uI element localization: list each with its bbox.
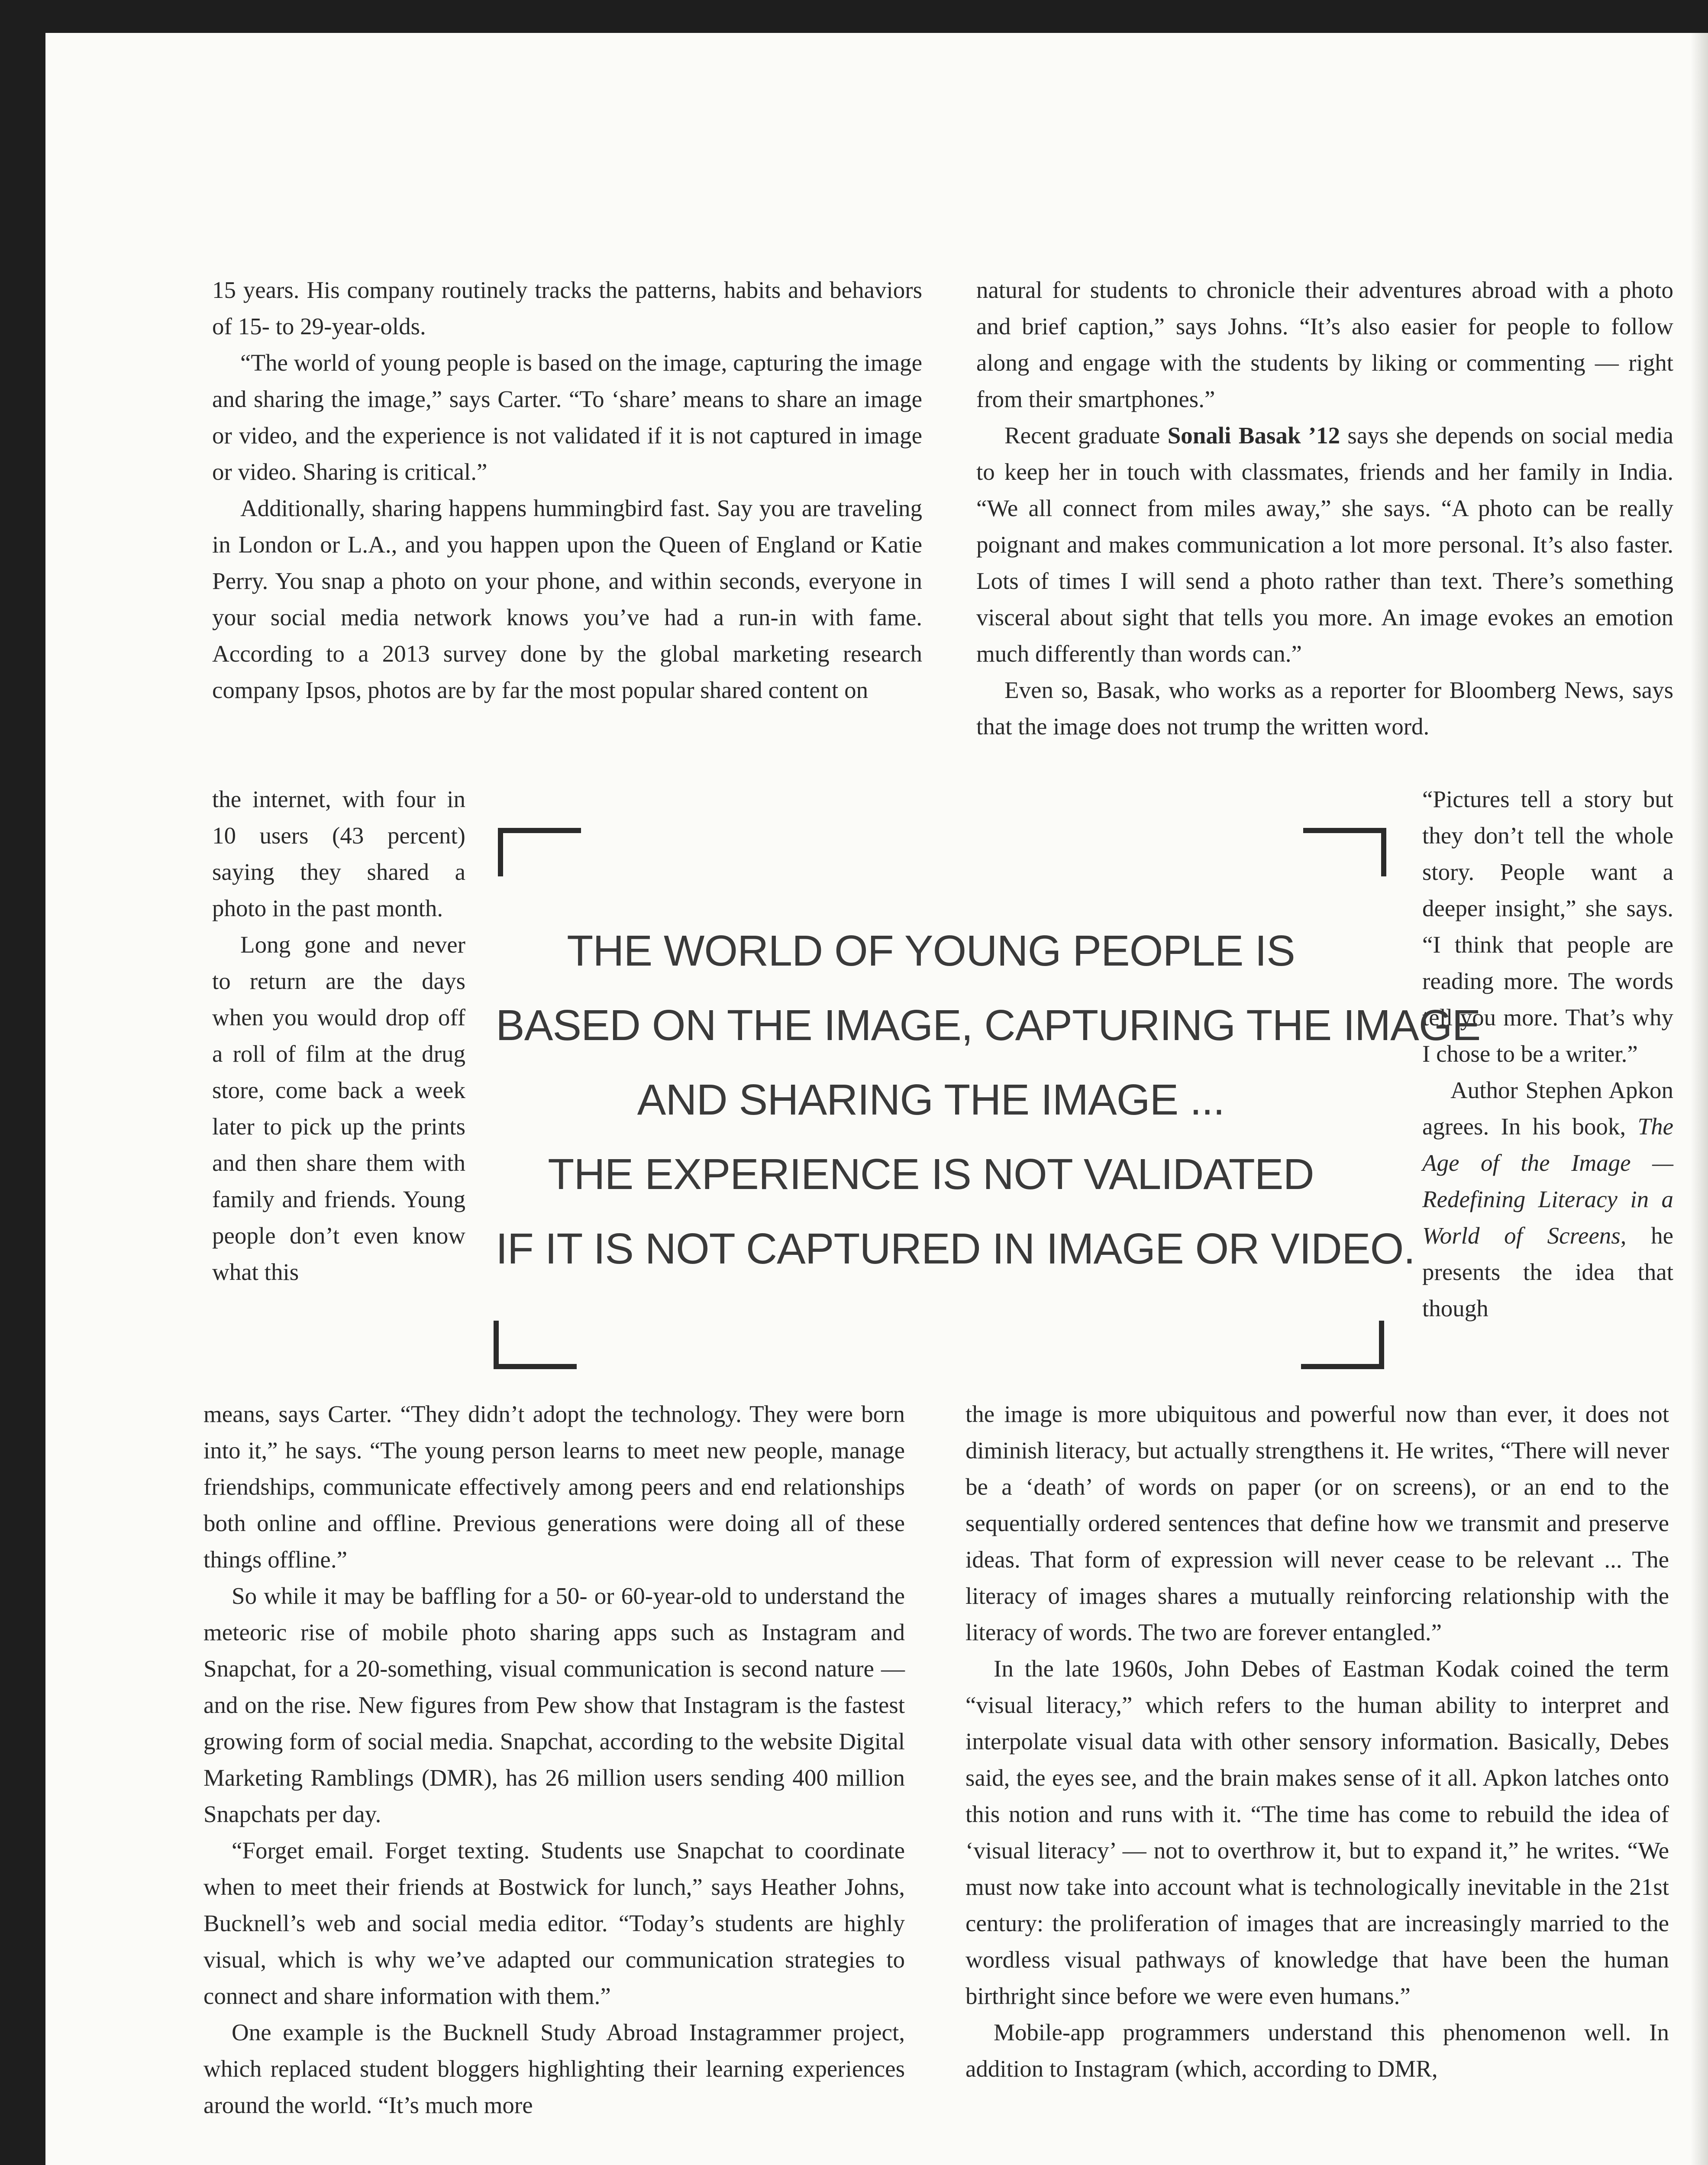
paragraph: Additionally, sharing happens hummingbird fast. Say you are traveling in London or L.A., and you happen upon the Queen of England or Katie Perry. You snap a photo on your phone, and within seconds, everyone in your social media network knows you’ve had a run-in with fame. According to a 2013 survey done by the global marketing research company Ipsos, photos are by far the most popular shared content on [212, 495, 922, 703]
paragraph: “Pictures tell a story but they don’t tell the whole story. People want a deeper insight,” she says. “I think that people are reading more. The words tell you more. That’s why I chose to be a writer.” [1422, 786, 1673, 1067]
paragraph [976, 417, 1673, 672]
text-run: Author Stephen Apkon agrees. In his book, [1422, 1077, 1673, 1140]
pull-quote-line: THE WORLD OF YOUNG PEOPLE IS [567, 927, 1295, 975]
pullquote-bracket-top-left [498, 828, 581, 876]
left-column-top [212, 272, 922, 708]
pullquote-bracket-top-right [1303, 828, 1386, 876]
paragraph [1422, 1072, 1673, 1327]
paragraph: Mobile-app programmers understand this phenomenon well. In addition to Instagram (which, according to DMR, [965, 2019, 1669, 2082]
pull-quote-line: AND SHARING THE IMAGE ... [637, 1076, 1225, 1124]
paragraph: Long gone and never to return are the days when you would drop off a roll of film at the drug store, come back a week later to pick up the prints and then share them with family and friends. Young people don’t even know what this [212, 931, 465, 1285]
right-column-top [976, 272, 1673, 745]
right-column-wrap [1422, 781, 1673, 1327]
text-run: Recent graduate [1004, 422, 1168, 449]
text-run: he presents the idea that though [1422, 1222, 1674, 1322]
book-title: The Age of the Image — Redefining Literacy in a World of Screens, [1422, 1113, 1673, 1249]
right-column-bottom [965, 1396, 1669, 2087]
person-name: Sonali Basak ’12 [1167, 422, 1340, 449]
paragraph: the image is more ubiquitous and powerful now than ever, it does not diminish literacy, but actually strengthens it. He writes, “There will never be a ‘death’ of words on paper (or on screens), or an end to the sequentially ordered sentences that define how we transmit and preserve ideas. That form of expression will never cease to be relevant ... The literacy of images shares a mutually reinforcing relationship with the literacy of words. The two are forever entangled.” [965, 1401, 1669, 1645]
pull-quote-line: BASED ON THE IMAGE, CAPTURING THE IMAGE [496, 1001, 1481, 1050]
pullquote-bracket-bottom-right [1301, 1321, 1384, 1369]
pull-quote [496, 914, 1481, 1286]
text-run: says she depends on social media to keep her in touch with classmates, friends and her family in India. “We all connect from miles away,” she says. “A photo can be really poignant and makes communication a lot more personal. It’s also faster. Lots of times I will send a photo rather than text. There’s something visceral about sight that tells you more. An image evokes an emotion much differently than words can.” [976, 422, 1674, 667]
page-edge-shadow [1691, 33, 1708, 2165]
paragraph: One example is the Bucknell Study Abroad Instagrammer project, which replaced student bloggers highlighting their learning experiences around the world. “It’s much more [203, 2019, 905, 2118]
paragraph: In the late 1960s, John Debes of Eastman Kodak coined the term “visual literacy,” which refers to the human ability to interpret and interpolate visual data with other sensory information. Basically, Debes said, the eyes see, and the brain makes sense of it all. Apkon latches onto this notion and runs with it. “The time has come to rebuild the idea of ‘visual literacy’ — not to overthrow it, but to expand it,” he writes. “We must now take into account what is technologically inevitable in the 21st century: the proliferation of images that are increasingly married to the wordless visual pathways of knowledge that have been the human birthright since before we were even humans.” [965, 1655, 1669, 2009]
left-column-bottom [203, 1396, 905, 2123]
paragraph: natural for students to chronicle their adventures abroad with a photo and brief caption,” says Johns. “It’s also easier for people to follow along and engage with the students by liking or commenting — right from their smartphones.” [976, 277, 1673, 412]
paragraph: So while it may be baffling for a 50- or 60-year-old to understand the meteoric rise of mobile photo sharing apps such as Instagram and Snapchat, for a 20-something, visual communication is second nature — and on the rise. New figures from Pew show that Instagram is the fastest growing form of social media. Snapchat, according to the website Digital Marketing Ramblings (DMR), has 26 million users sending 400 million Snapchats per day. [203, 1583, 905, 1827]
paragraph: “The world of young people is based on the image, capturing the image and sharing the image,” says Carter. “To ‘share’ means to share an image or video, and the experience is not validated if it is not captured in image or video. Sharing is critical.” [212, 349, 922, 485]
left-column-wrap [212, 781, 465, 1290]
paragraph: means, says Carter. “They didn’t adopt the technology. They were born into it,” he says. “The young person learns to meet new people, manage friendships, communicate effectively among peers and end relationships both online and offline. Previous generations were doing all of these things offline.” [203, 1401, 905, 1573]
pull-quote-line: THE EXPERIENCE IS NOT VALIDATED [548, 1150, 1314, 1199]
pullquote-bracket-bottom-left [494, 1321, 577, 1369]
pull-quote-line: IF IT IS NOT CAPTURED IN IMAGE OR VIDEO. [496, 1225, 1415, 1273]
paragraph: “Forget email. Forget texting. Students use Snapchat to coordinate when to meet their friends at Bostwick for lunch,” says Heather Johns, Bucknell’s web and social media editor. “Today’s students are highly visual, which is why we’ve adapted our communication strategies to connect and share information with them.” [203, 1837, 905, 2009]
paragraph: 15 years. His company routinely tracks the patterns, habits and behaviors of 15- to 29-year-olds. [212, 277, 922, 339]
paragraph: the internet, with four in 10 users (43 percent) saying they shared a photo in the past month. [212, 786, 465, 921]
paragraph: Even so, Basak, who works as a reporter for Bloomberg News, says that the image does not trump the written word. [976, 677, 1673, 740]
